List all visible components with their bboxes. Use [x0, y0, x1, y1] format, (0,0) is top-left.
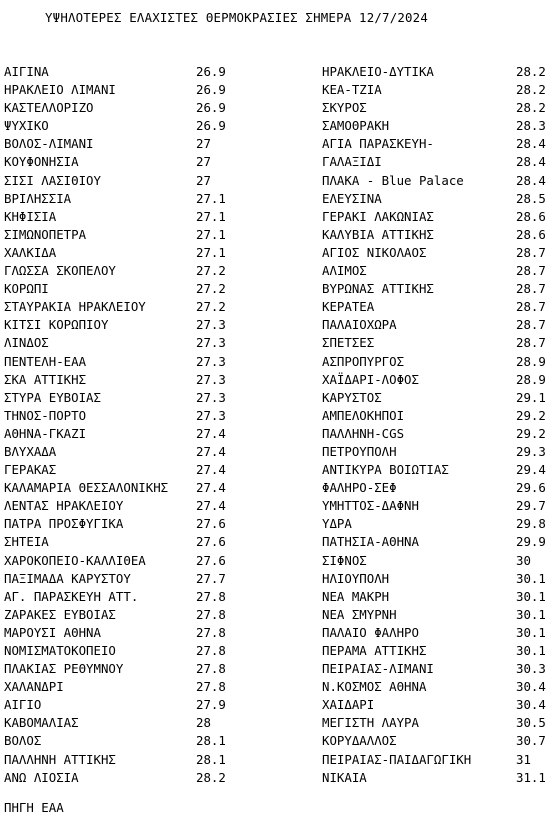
temperature-value: 28.3: [516, 118, 546, 134]
station-row: [4, 226, 274, 244]
temperature-value: 28.9: [516, 371, 546, 387]
temperature-value: 27.4: [196, 462, 226, 478]
temperature-value: 27.8: [196, 606, 226, 622]
temperature-value: 27.3: [196, 353, 226, 369]
station-name: ΑΝΤΙΚΥΡΑ ΒΟΙΩΤΙΑΣ: [322, 462, 449, 478]
station-row: [322, 660, 552, 678]
station-name: ΑΛΙΜΟΣ: [322, 263, 367, 279]
temperature-value: 29.2: [516, 407, 546, 423]
station-name: ΝΕΑ ΜΑΚΡΗ: [322, 588, 390, 604]
station-row: [4, 443, 274, 461]
station-name: ΠΛΑΚΑ - Blue Palace: [322, 172, 464, 188]
station-name: ΣΤΥΡΑ ΕΥΒΟΙΑΣ: [4, 389, 101, 405]
station-row: [4, 696, 274, 714]
station-name: ΗΛΙΟΥΠΟΛΗ: [322, 570, 390, 586]
station-name: ΓΕΡΑΚΙ ΛΑΚΩΝΙΑΣ: [322, 208, 434, 224]
temperature-value: 27.4: [196, 443, 226, 459]
station-row: [322, 153, 552, 171]
station-row: [322, 552, 552, 570]
station-row: [322, 443, 552, 461]
temperature-value: 26.9: [196, 118, 226, 134]
temperature-value: 29.8: [516, 516, 546, 532]
temperature-value: 28.4: [516, 154, 546, 170]
station-name: ΚΟΥΦΟΝΗΣΙΑ: [4, 154, 79, 170]
station-row: [4, 751, 274, 769]
temperature-value: 30.1: [516, 606, 546, 622]
station-row: [4, 389, 274, 407]
station-row: [322, 389, 552, 407]
station-row: [322, 117, 552, 135]
temperature-value: 28.2: [516, 82, 546, 98]
station-row: [4, 732, 274, 750]
temperature-value: 28.7: [516, 244, 546, 260]
station-name: ΨΥΧΙΚΟ: [4, 118, 49, 134]
station-name: ΚΟΡΩΠΙ: [4, 281, 49, 297]
station-row: [4, 552, 274, 570]
station-name: ΚΑΡΥΣΤΟΣ: [322, 389, 382, 405]
station-name: ΠΑΛΛΗΝΗ-CGS: [322, 425, 405, 441]
temperature-value: 28.6: [516, 226, 546, 242]
station-row: [4, 280, 274, 298]
station-row: [4, 153, 274, 171]
temperature-value: 27.8: [196, 588, 226, 604]
station-name: ΚΕΑ-ΤΖΙΑ: [322, 82, 382, 98]
station-row: [4, 588, 274, 606]
station-name: ΑΓΙΟΣ ΝΙΚΟΛΑΟΣ: [322, 244, 427, 260]
station-row: [4, 208, 274, 226]
station-name: ΠΑΛΑΙΟΧΩΡΑ: [322, 317, 397, 333]
station-row: [4, 135, 274, 153]
temperature-value: 29.7: [516, 498, 546, 514]
station-name: ΧΑΙΔΑΡΙ: [322, 697, 375, 713]
station-row: [4, 407, 274, 425]
right-station-list: [322, 63, 552, 787]
station-row: [322, 751, 552, 769]
station-name: ΧΑΪΔΑΡΙ-ΛΟΦΟΣ: [322, 371, 419, 387]
station-row: [4, 81, 274, 99]
station-row: [4, 334, 274, 352]
temperature-value: 30.4: [516, 697, 546, 713]
temperature-value: 27.2: [196, 299, 226, 315]
temperature-value: 27.8: [196, 624, 226, 640]
temperature-value: 28.1: [196, 751, 226, 767]
station-row: [322, 135, 552, 153]
station-name: ΜΕΓΙΣΤΗ ΛΑΥΡΑ: [322, 715, 419, 731]
temperature-value: 27.8: [196, 661, 226, 677]
temperature-value: 26.9: [196, 100, 226, 116]
station-row: [322, 353, 552, 371]
station-row: [322, 334, 552, 352]
station-name: ΠΕΙΡΑΙΑΣ-ΠΑΙΔΑΓΩΓΙΚΗ: [322, 751, 472, 767]
station-name: ΛΕΝΤΑΣ ΗΡΑΚΛΕΙΟΥ: [4, 498, 124, 514]
temperature-value: 27: [196, 136, 211, 152]
station-name: ΣΙΦΝΟΣ: [322, 552, 367, 568]
station-row: [322, 190, 552, 208]
station-row: [322, 81, 552, 99]
station-row: [4, 99, 274, 117]
station-name: ΓΕΡΑΚΑΣ: [4, 462, 57, 478]
temperature-value: 30.3: [516, 661, 546, 677]
station-row: [322, 678, 552, 696]
station-name: ΠΑΛΛΗΝΗ ΑΤΤΙΚΗΣ: [4, 751, 116, 767]
temperature-value: 29.6: [516, 480, 546, 496]
station-row: [322, 714, 552, 732]
station-row: [4, 570, 274, 588]
station-row: [4, 461, 274, 479]
station-name: ΣΙΣΙ ΛΑΣΙΘΙΟΥ: [4, 172, 101, 188]
temperature-value: 29.1: [516, 389, 546, 405]
station-name: ΠΑΞΙΜΑΔΑ ΚΑΡΥΣΤΟΥ: [4, 570, 131, 586]
temperature-value: 27.2: [196, 263, 226, 279]
station-row: [4, 353, 274, 371]
station-name: ΒΟΛΟΣ-ΛΙΜΑΝΙ: [4, 136, 94, 152]
station-row: [4, 298, 274, 316]
temperature-value: 28.9: [516, 353, 546, 369]
station-row: [4, 425, 274, 443]
station-name: ΑΙΓΙΝΑ: [4, 64, 49, 79]
station-row: [4, 497, 274, 515]
station-name: ΑΘΗΝΑ-ΓΚΑΖΙ: [4, 425, 87, 441]
temperature-value: 31: [516, 751, 531, 767]
station-row: [322, 606, 552, 624]
station-row: [322, 642, 552, 660]
station-row: [322, 570, 552, 588]
station-row: [4, 533, 274, 551]
station-name: ΚΑΛΑΜΑΡΙΑ ΘΕΣΣΑΛΟΝΙΚΗΣ: [4, 480, 169, 496]
temperature-value: 29.3: [516, 443, 546, 459]
station-row: [4, 515, 274, 533]
temperature-value: 27.3: [196, 317, 226, 333]
station-row: [4, 479, 274, 497]
temperature-value: 28.5: [516, 190, 546, 206]
station-name: ΠΕΡΑΜΑ ΑΤΤΙΚΗΣ: [322, 643, 427, 658]
station-name: ΒΡΙΛΗΣΣΙΑ: [4, 190, 72, 206]
temperature-value: 27.4: [196, 425, 226, 441]
station-name: ΠΑΤΡΑ ΠΡΟΣΦΥΓΙΚΑ: [4, 516, 124, 532]
temperature-value: 27.1: [196, 244, 226, 260]
station-name: ΗΡΑΚΛΕΙΟ-ΔΥΤΙΚΑ: [322, 64, 434, 79]
temperature-value: 27.1: [196, 190, 226, 206]
left-station-list: [4, 63, 274, 787]
station-row: [322, 298, 552, 316]
station-name: ΠΑΤΗΣΙΑ-ΑΘΗΝΑ: [322, 534, 419, 550]
temperature-value: 30: [516, 552, 531, 568]
station-name: ΒΛΥΧΑΔΑ: [4, 443, 57, 459]
station-row: [322, 316, 552, 334]
station-row: [322, 244, 552, 262]
station-name: ΖΑΡΑΚΕΣ ΕΥΒΟΙΑΣ: [4, 606, 116, 622]
temperature-value: 29.2: [516, 425, 546, 441]
station-row: [322, 407, 552, 425]
station-row: [322, 461, 552, 479]
station-name: ΣΚΥΡΟΣ: [322, 100, 367, 116]
temperature-value: 28: [196, 715, 211, 731]
station-row: [322, 588, 552, 606]
temperature-value: 30.1: [516, 588, 546, 604]
station-name: Ν.ΚΟΣΜΟΣ ΑΘΗΝΑ: [322, 679, 427, 695]
source-note: ΠΗΓΗ ΕΑΑ: [4, 800, 64, 815]
temperature-value: 28.7: [516, 335, 546, 351]
station-name: ΦΑΛΗΡΟ-ΣΕΦ: [322, 480, 397, 496]
temperature-value: 26.9: [196, 82, 226, 98]
station-row: [4, 190, 274, 208]
station-row: [322, 769, 552, 787]
station-name: ΒΥΡΩΝΑΣ ΑΤΤΙΚΗΣ: [322, 281, 434, 297]
temperature-value: 27.1: [196, 208, 226, 224]
station-name: ΚΑΣΤΕΛΛΟΡΙΖΟ: [4, 100, 94, 116]
temperature-value: 28.4: [516, 172, 546, 188]
station-name: ΑΓΙΑ ΠΑΡΑΣΚΕΥΗ-: [322, 136, 434, 152]
station-row: [4, 117, 274, 135]
station-name: ΣΠΕΤΣΕΣ: [322, 335, 375, 351]
temperature-value: 27.7: [196, 570, 226, 586]
station-name: ΑΙΓΙΟ: [4, 697, 42, 713]
temperature-value: 28.2: [196, 769, 226, 785]
station-row: [322, 479, 552, 497]
station-row: [4, 63, 274, 81]
temperature-value: 27.3: [196, 389, 226, 405]
station-name: ΚΑΒΟΜΑΛΙΑΣ: [4, 715, 79, 731]
station-row: [4, 624, 274, 642]
station-name: ΣΗΤΕΙΑ: [4, 534, 49, 550]
station-row: [4, 606, 274, 624]
temperature-value: 26.9: [196, 64, 226, 79]
station-row: [4, 262, 274, 280]
station-name: ΠΑΛΑΙΟ ΦΑΛΗΡΟ: [322, 624, 419, 640]
station-row: [322, 497, 552, 515]
station-name: ΧΑΛΚΙΔΑ: [4, 244, 57, 260]
station-name: ΑΜΠΕΛΟΚΗΠΟΙ: [322, 407, 405, 423]
temperature-value: 29.4: [516, 462, 546, 478]
temperature-value: 31.1: [516, 769, 546, 785]
station-row: [4, 371, 274, 389]
station-name: ΓΑΛΑΞΙΔΙ: [322, 154, 382, 170]
station-row: [322, 280, 552, 298]
station-row: [322, 732, 552, 750]
station-row: [322, 99, 552, 117]
station-name: ΚΕΡΑΤΕΑ: [322, 299, 375, 315]
station-name: ΕΛΕΥΣΙΝΑ: [322, 190, 382, 206]
temperature-value: 28.7: [516, 317, 546, 333]
station-name: ΤΗΝΟΣ-ΠΟΡΤΟ: [4, 407, 87, 423]
station-row: [322, 172, 552, 190]
temperature-value: 27.3: [196, 407, 226, 423]
station-name: ΓΛΩΣΣΑ ΣΚΟΠΕΛΟΥ: [4, 263, 116, 279]
station-name: ΑΓ. ΠΑΡΑΣΚΕΥΗ ΑΤΤ.: [4, 588, 139, 604]
station-row: [322, 624, 552, 642]
station-name: ΒΟΛΟΣ: [4, 733, 42, 749]
station-name: ΠΛΑΚΙΑΣ ΡΕΘΥΜΝΟΥ: [4, 661, 124, 677]
station-row: [4, 714, 274, 732]
station-name: ΧΑΡΟΚΟΠΕΙΟ-ΚΑΛΛΙΘΕΑ: [4, 552, 146, 568]
station-name: ΛΙΝΔΟΣ: [4, 335, 49, 351]
station-name: ΠΕΝΤΕΛΗ-ΕΑΑ: [4, 353, 87, 369]
station-row: [322, 262, 552, 280]
station-name: ΧΑΛΑΝΔΡΙ: [4, 679, 64, 695]
station-row: [322, 533, 552, 551]
station-name: ΑΣΠΡΟΠΥΡΓΟΣ: [322, 353, 405, 369]
temperature-value: 27.4: [196, 498, 226, 514]
temperature-value: 27.6: [196, 534, 226, 550]
station-row: [322, 696, 552, 714]
station-name: ΝΙΚΑΙΑ: [322, 769, 367, 785]
temperature-value: 27.8: [196, 679, 226, 695]
station-name: ΣΑΜΟΘΡΑΚΗ: [322, 118, 390, 134]
station-name: ΑΝΩ ΛΙΟΣΙΑ: [4, 769, 79, 785]
temperature-value: 28.2: [516, 64, 546, 79]
temperature-value: 29.9: [516, 534, 546, 550]
station-row: [4, 316, 274, 334]
temperature-value: 27: [196, 172, 211, 188]
temperature-value: 30.1: [516, 643, 546, 658]
temperature-value: 27.9: [196, 697, 226, 713]
station-row: [322, 425, 552, 443]
station-row: [4, 172, 274, 190]
temperature-value: 27.3: [196, 335, 226, 351]
station-row: [322, 208, 552, 226]
temperature-value: 27.6: [196, 552, 226, 568]
station-name: ΥΜΗΤΤΟΣ-ΔΑΦΝΗ: [322, 498, 419, 514]
temperature-value: 30.7: [516, 733, 546, 749]
temperature-value: 27.2: [196, 281, 226, 297]
temperature-value: 28.6: [516, 208, 546, 224]
temperature-value: 27.3: [196, 371, 226, 387]
temperature-value: 30.5: [516, 715, 546, 731]
station-name: ΠΕΙΡΑΙΑΣ-ΛΙΜΑΝΙ: [322, 661, 434, 677]
temperature-value: 28.7: [516, 263, 546, 279]
temperature-value: 27.1: [196, 226, 226, 242]
station-name: ΝΟΜΙΣΜΑΤΟΚΟΠΕΙΟ: [4, 643, 116, 658]
station-row: [4, 244, 274, 262]
station-name: ΠΕΤΡΟΥΠΟΛΗ: [322, 443, 397, 459]
temperature-value: 28.4: [516, 136, 546, 152]
station-row: [4, 769, 274, 787]
temperature-value: 27.4: [196, 480, 226, 496]
station-row: [322, 515, 552, 533]
station-name: ΣΙΜΩΝΟΠΕΤΡΑ: [4, 226, 87, 242]
temperature-value: 30.4: [516, 679, 546, 695]
station-name: ΚΗΦΙΣΙΑ: [4, 208, 57, 224]
station-name: ΚΙΤΣΙ ΚΟΡΩΠΙΟΥ: [4, 317, 109, 333]
temperature-value: 27.8: [196, 643, 226, 658]
temperature-value: 30.1: [516, 624, 546, 640]
station-name: ΝΕΑ ΣΜΥΡΝΗ: [322, 606, 397, 622]
station-name: ΣΚΑ ΑΤΤΙΚΗΣ: [4, 371, 87, 387]
station-name: ΚΟΡΥΔΑΛΛΟΣ: [322, 733, 397, 749]
station-row: [4, 678, 274, 696]
page-title: ΥΨΗΛΟΤΕΡΕΣ ΕΛΑΧΙΣΤΕΣ ΘΕΡΜΟΚΡΑΣΙΕΣ ΣΗΜΕΡΑ 12/7/2024: [45, 10, 428, 25]
station-row: [4, 642, 274, 660]
station-row: [4, 660, 274, 678]
temperature-value: 27: [196, 154, 211, 170]
station-name: ΣΤΑΥΡΑΚΙΑ ΗΡΑΚΛΕΙΟΥ: [4, 299, 146, 315]
station-name: ΜΑΡΟΥΣΙ ΑΘΗΝΑ: [4, 624, 101, 640]
temperature-value: 28.7: [516, 281, 546, 297]
station-row: [322, 226, 552, 244]
station-row: [322, 63, 552, 81]
station-name: ΥΔΡΑ: [322, 516, 352, 532]
temperature-value: 28.7: [516, 299, 546, 315]
station-name: ΚΑΛΥΒΙΑ ΑΤΤΙΚΗΣ: [322, 226, 434, 242]
temperature-value: 28.2: [516, 100, 546, 116]
station-name: ΗΡΑΚΛΕΙΟ ΛΙΜΑΝΙ: [4, 82, 116, 98]
station-row: [322, 371, 552, 389]
temperature-value: 28.1: [196, 733, 226, 749]
temperature-value: 30.1: [516, 570, 546, 586]
temperature-value: 27.6: [196, 516, 226, 532]
